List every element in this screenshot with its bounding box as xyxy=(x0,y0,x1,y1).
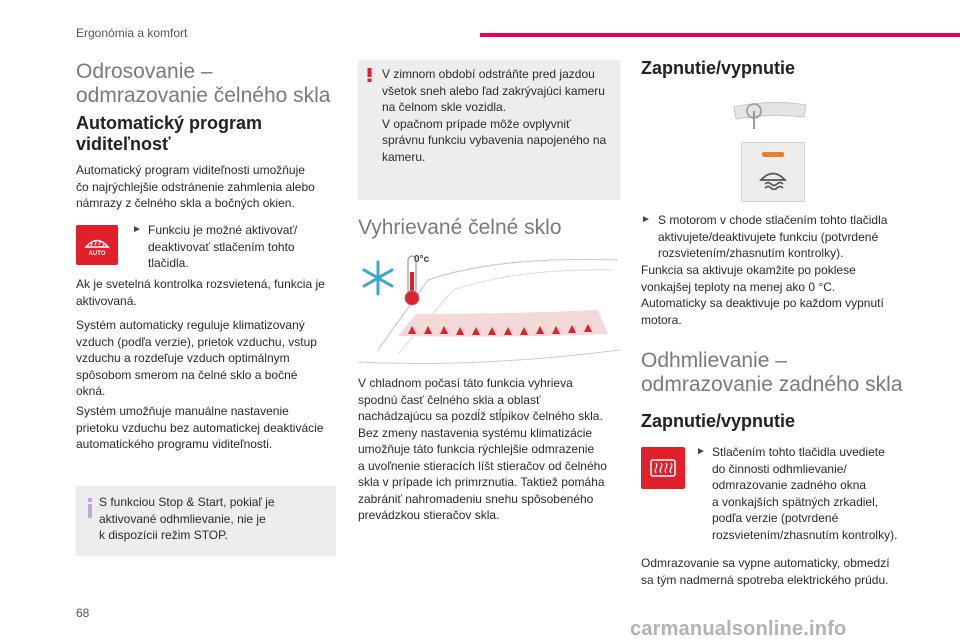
arrow-bullet-icon: ► xyxy=(641,214,651,225)
info-note-box: S funkciou Stop & Start, pokiaľ je aktivované odhmlievanie, nie je k dispozícii režim STOP. xyxy=(76,486,336,556)
paragraph-indicator: Ak je svetelná kontrolka rozsvietená, funkcia je aktivovaná. xyxy=(76,277,325,308)
heated-windscreen-illustration xyxy=(358,250,620,370)
heated-windscreen-text: V chladnom počasí táto funkcia vyhrieva spodnú časť čelného skla a oblasť nachádzajúcu sa pozdĺž stĺpikov čelného skla. Bez zmeny nastavenia systému klimatizácie umožňuje táto funkcia rýchlejšie odmrazenie a uvoľnenie stieracích líšt stieračov od čelného skla v prípade ich primrznutia. Taktiež pomáha zabrániť nahromadeniu snehu spôsobeného prevádzkou stieračov skla. xyxy=(358,376,607,522)
dashboard-steering-icon xyxy=(730,97,810,131)
title-rear-defrost: Odhmlievanie – odmrazovanie zadného skla xyxy=(641,349,903,396)
intro-text: Automatický program viditeľnosti umožňuje čo najrýchlejšie odstránenie zahmlenia alebo námrazy z čelného skla a bočných okien. xyxy=(76,163,315,210)
watermark: carmanualsonline.info xyxy=(630,618,847,640)
title-on-off-2: Zapnutie/vypnutie xyxy=(641,411,796,431)
info-icon xyxy=(88,498,92,518)
title-heated-windscreen: Vyhrievané čelné sklo xyxy=(358,216,562,239)
heated-windscreen-button xyxy=(741,142,805,202)
arrow-bullet-icon: ► xyxy=(132,224,142,235)
warning-icon xyxy=(367,68,372,80)
indicator-light xyxy=(762,152,784,157)
subtitle-auto-visibility: Automatický program viditeľnosť xyxy=(76,113,263,154)
page-number: 68 xyxy=(76,606,90,620)
section-header: Ergonómia a komfort xyxy=(76,26,188,40)
paragraph-activation: Funkcia sa aktivuje okamžite po poklese vonkajšej teploty na menej ako 0 °C. Automaticky sa deaktivuje po každom vypnutí motora. xyxy=(641,263,884,327)
paragraph-manual-setting: Systém umožňuje manuálne nastavenie prietoku vzduchu bez automatickej deaktivácie automatického programu viditeľnosti. xyxy=(76,404,324,451)
temperature-label: 0°c xyxy=(414,254,430,265)
column-1 xyxy=(76,60,346,108)
bullet-toggle-auto: ► Funkciu je možné aktivovať/ deaktivovať stlačením tohto tlačidla. xyxy=(132,223,298,270)
paragraph-regulation: Systém automaticky reguluje klimatizovaný vzduch (podľa verzie), prietok vzduchu, vstup vzduchu a rozdeľuje vzduch optimálnym spôsobom smerom na čelné sklo a bočné okná. xyxy=(76,318,317,398)
title-on-off-1: Zapnutie/vypnutie xyxy=(641,58,796,78)
front-defrost-button-icon xyxy=(76,225,118,265)
warning-note-box: V zimnom období odstráňte pred jazdou všetok sneh alebo ľad zakrývajúci kameru na čelnom skle vozidla. V opačnom prípade môže ovplyvniť správnu funkciu vybavenia napojeného na kameru. xyxy=(358,60,620,200)
windscreen-heating-icon xyxy=(759,168,787,195)
paragraph-auto-off: Odmrazovanie sa vypne automaticky, obmedzí sa tým nadmerná spotreba elektrického prúdu. xyxy=(641,556,890,587)
title-defrost-windscreen: Odrosovanie – odmrazovanie čelného skla xyxy=(76,60,331,107)
arrow-bullet-icon: ► xyxy=(696,446,706,457)
rear-defrost-button-icon xyxy=(641,447,685,489)
svg-text:AUTO: AUTO xyxy=(88,251,106,256)
header-accent-bar xyxy=(480,33,960,37)
bullet-rear-defrost: ► Stlačením tohto tlačidla uvediete do činnosti odhmlievanie/ odmrazovanie zadného okna a vonkajších spätných zrkadiel, podľa verzie (potvrdené rozsvietením/zhasnutím kontrolky). xyxy=(696,445,898,542)
bullet-engine-running: ► S motorom v chode stlačením tohto tlačidla aktivujete/deaktivujete funkciu (potvrdené rozsvietením/zhasnutím kontrolky). xyxy=(641,213,888,260)
